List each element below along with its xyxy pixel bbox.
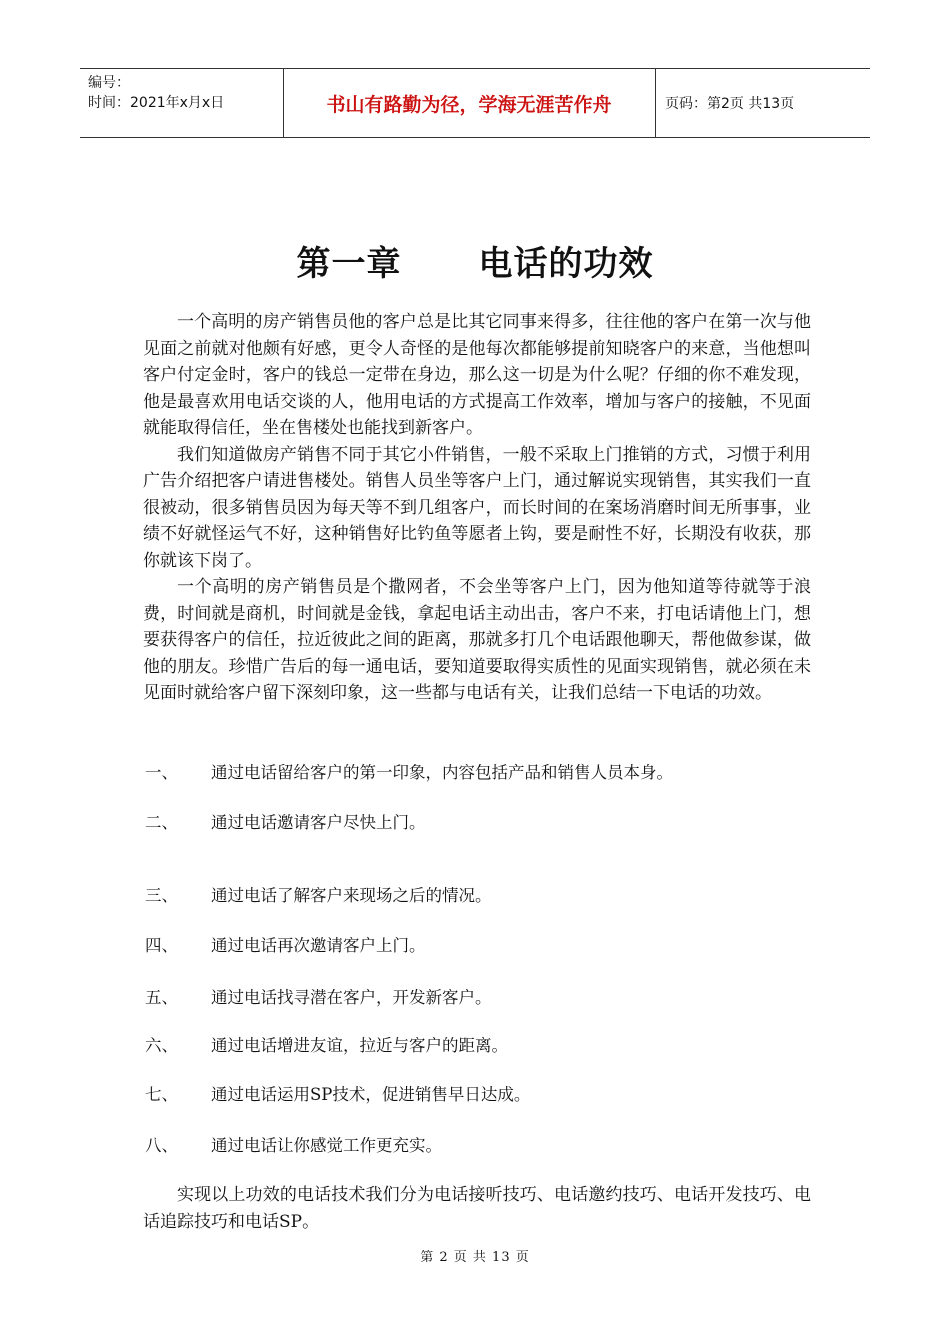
header-page-info: 页码：第2页 共13页 (665, 96, 795, 112)
list-text: 通过电话留给客户的第一印象，内容包括产品和销售人员本身。 (211, 763, 673, 782)
list-number: 四、 (145, 936, 178, 955)
list-text: 通过电话运用SP技术，促进销售早日达成。 (211, 1085, 531, 1104)
list-text: 通过电话邀请客户尽快上门。 (211, 813, 426, 832)
list-item (145, 1081, 530, 1105)
list-number: 三、 (145, 886, 178, 905)
list-text: 通过电话让你感觉工作更充实。 (211, 1136, 442, 1155)
paragraph: 我们知道做房产销售不同于其它小件销售，一般不采取上门推销的方式，习惯于利用广告介绍把客户请进售楼处。销售人员坐等客户上门，通过解说实现销售，其实我们一直很被动，很多销售员因为每天等不到几组客户，而长时间的在案场消磨时间无所事事，业绩不好就怪运气不好，这种销售好比钓鱼等愿者上钩，要是耐性不好，长期没有收获，那你就该下岗了。 (143, 444, 811, 571)
list-item (145, 759, 673, 783)
list-item (145, 809, 426, 833)
list-text: 通过电话再次邀请客户上门。 (211, 936, 426, 955)
header-table (80, 68, 870, 138)
list-number: 六、 (145, 1036, 178, 1055)
chapter-title: 第一章 电话的功效 (296, 244, 654, 284)
header-divider (655, 69, 656, 137)
list-item (145, 1132, 442, 1156)
page-footer: 第 2 页 共 13 页 (420, 1250, 530, 1265)
list-item (145, 984, 492, 1008)
time-label: 时间：2021年x月x日 (88, 95, 225, 111)
closing-text (143, 1182, 811, 1235)
list-number: 八、 (145, 1136, 178, 1155)
closing-paragraph: 实现以上功效的电话技术我们分为电话接听技巧、电话邀约技巧、电话开发技巧、电话追踪技巧和电话SP。 (143, 1185, 811, 1232)
header-motto: 书山有路勤为径，学海无涯苦作舟 (326, 93, 612, 116)
header-left-cell (88, 73, 278, 113)
intro-text (143, 309, 811, 707)
list-number: 二、 (145, 813, 178, 832)
paragraph: 一个高明的房产销售员他的客户总是比其它同事来得多，往往他的客户在第一次与他见面之前就对他颇有好感，更令人奇怪的是他每次都能够提前知晓客户的来意，当他想叫客户付定金时，客户的钱总一定带在身边，那么这一切是为什么呢？仔细的你不难发现，他是最喜欢用电话交谈的人，他用电话的方式提高工作效率，增加与客户的接触，不见面就能取得信任，坐在售楼处也能找到新客户。 (143, 312, 811, 438)
list-item (145, 882, 492, 906)
list-text: 通过电话了解客户来现场之后的情况。 (211, 886, 492, 905)
list-item (145, 932, 426, 956)
list-number: 五、 (145, 988, 178, 1007)
list-item (145, 1032, 508, 1056)
list-text: 通过电话增进友谊，拉近与客户的距离。 (211, 1036, 508, 1055)
paragraph: 一个高明的房产销售员是个撒网者，不会坐等客户上门，因为他知道等待就等于浪费，时间就是商机，时间就是金钱，拿起电话主动出击，客户不来，打电话请他上门，想要获得客户的信任，拉近彼此之间的距离，那就多打几个电话跟他聊天，帮他做参谋，做他的朋友。珍惜广告后的每一通电话，要知道要取得实质性的见面实现销售，就必须在未见面时就给客户留下深刻印象，这一些都与电话有关，让我们总结一下电话的功效。 (143, 577, 811, 703)
list-text: 通过电话找寻潜在客户，开发新客户。 (211, 988, 492, 1007)
list-number: 七、 (145, 1085, 178, 1104)
number-label: 编号： (88, 75, 130, 91)
list-number: 一、 (145, 763, 178, 782)
